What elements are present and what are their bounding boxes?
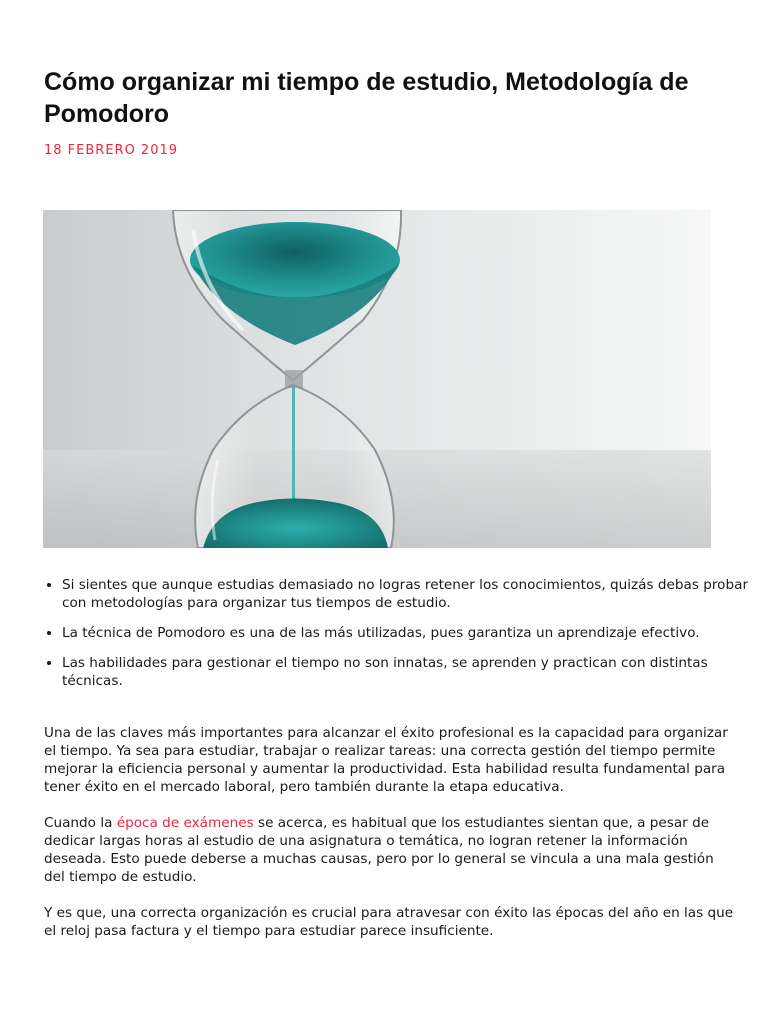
- paragraph-conclusion: Y es que, una correcta organización es crucial para atravesar con éxito las épocas del año en las que el reloj pasa factura y el tiempo para estudiar parece insuficiente.: [44, 905, 734, 939]
- summary-bullets: [44, 576, 752, 702]
- hourglass-illustration: [43, 210, 711, 548]
- paragraph-exams-start: Cuando la: [44, 815, 117, 831]
- paragraph-intro: Una de las claves más importantes para alcanzar el éxito profesional es la capacidad para organizar el tiempo. Ya sea para estudiar, trabajar o realizar tareas: una correcta gestión del tiempo permite mejorar la eficiencia personal y aumentar la productividad. Esta habilidad resulta fundamental para tener éxito en el mercado laboral, pero también durante la etapa educativa.: [44, 725, 728, 795]
- list-item: • Las habilidades para gestionar el tiempo no son innatas, se aprenden y practican con distintas técnicas.: [62, 654, 752, 690]
- paragraph-exams-end: se acerca, es habitual que los estudiantes sientan que, a pesar de dedicar largas horas al estudio de una asignatura o temática, no logran retener la información deseada. Esto puede deberse a muchas causas, pero por lo general se vincula a una mala gestión del tiempo de estudio.: [44, 815, 714, 885]
- exam-season-link[interactable]: época de exámenes: [116, 815, 254, 831]
- list-item: • Si sientes que aunque estudias demasiado no logras retener los conocimientos, quizás debas probar con metodologías para organizar tus tiempos de estudio.: [62, 576, 752, 612]
- list-item: • La técnica de Pomodoro es una de las más utilizadas, pues garantiza un aprendizaje efectivo.: [62, 624, 752, 642]
- article-body: [44, 724, 734, 958]
- article-title: Cómo organizar mi tiempo de estudio, Metodología de Pomodoro: [44, 68, 689, 128]
- hero-image: [43, 210, 711, 548]
- paragraph-exams: [44, 814, 734, 886]
- article-date: 18 FEBRERO 2019: [44, 143, 179, 158]
